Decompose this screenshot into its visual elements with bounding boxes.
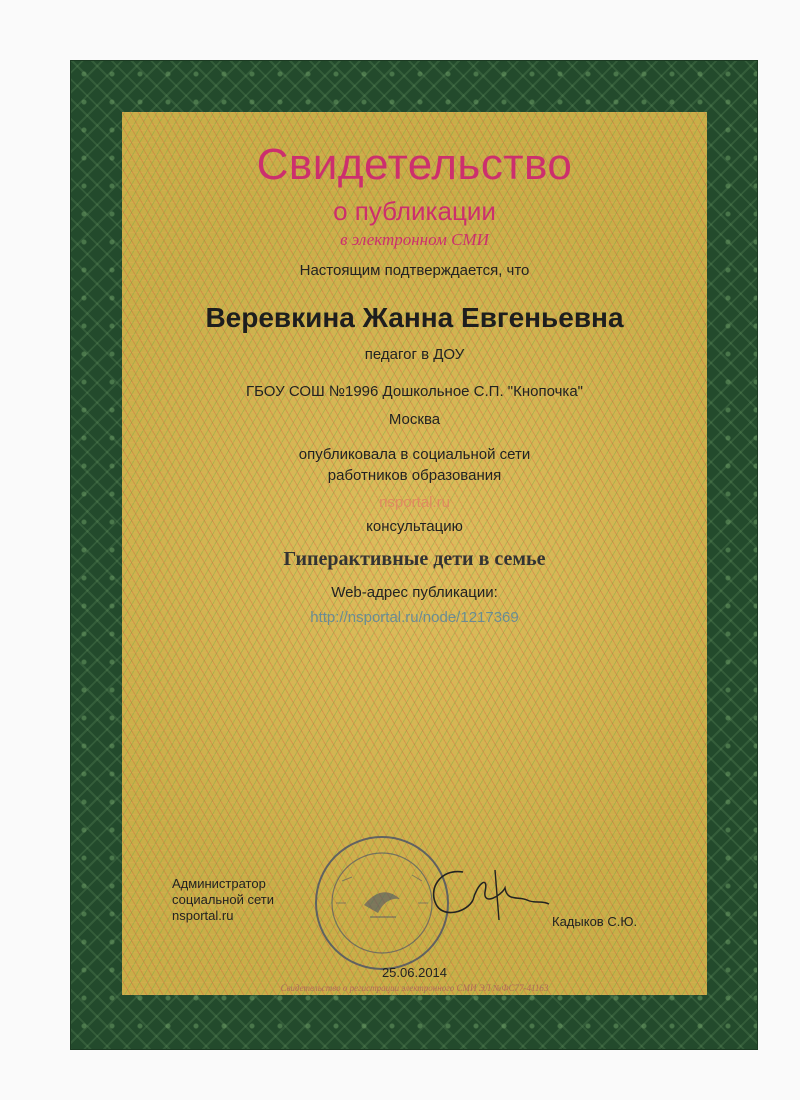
admin-line-3: nsportal.ru <box>172 908 234 923</box>
certificate-title: Свидетельство <box>256 140 573 189</box>
admin-line-1: Администратор <box>172 876 266 891</box>
issue-date: 25.06.2014 <box>381 965 448 980</box>
published-line-1: опубликовала в социальной сети <box>298 446 531 463</box>
published-line-2: работников образования <box>327 467 502 484</box>
web-address-link[interactable]: http://nsportal.ru/node/1217369 <box>310 609 519 626</box>
work-type: консультацию <box>366 518 463 535</box>
recipient-name: Веревкина Жанна Евгеньевна <box>205 302 624 333</box>
site-link[interactable]: nsportal.ru <box>379 494 450 511</box>
web-address-label: Web-адрес публикации: <box>331 584 498 601</box>
recipient-organization: ГБОУ СОШ №1996 Дошкольное С.П. "Кнопочка" <box>245 383 583 400</box>
recipient-position: педагог в ДОУ <box>364 346 465 363</box>
registration-note: Свидетельство о регистрации электронного СМИ ЭЛ №ФС77-41163 <box>280 983 549 993</box>
certificate-subtitle-media: в электронном СМИ <box>340 230 489 249</box>
admin-line-2: социальной сети <box>172 892 274 907</box>
work-title: Гиперактивные дети в семье <box>283 548 546 570</box>
recipient-city: Москва <box>388 411 441 428</box>
administrator-block <box>172 876 274 924</box>
certificate-subtitle: о публикации <box>333 196 496 226</box>
signature <box>415 860 560 930</box>
signatory-name: Кадыков С.Ю. <box>552 914 638 929</box>
intro-text: Настоящим подтверждается, что <box>299 262 530 279</box>
